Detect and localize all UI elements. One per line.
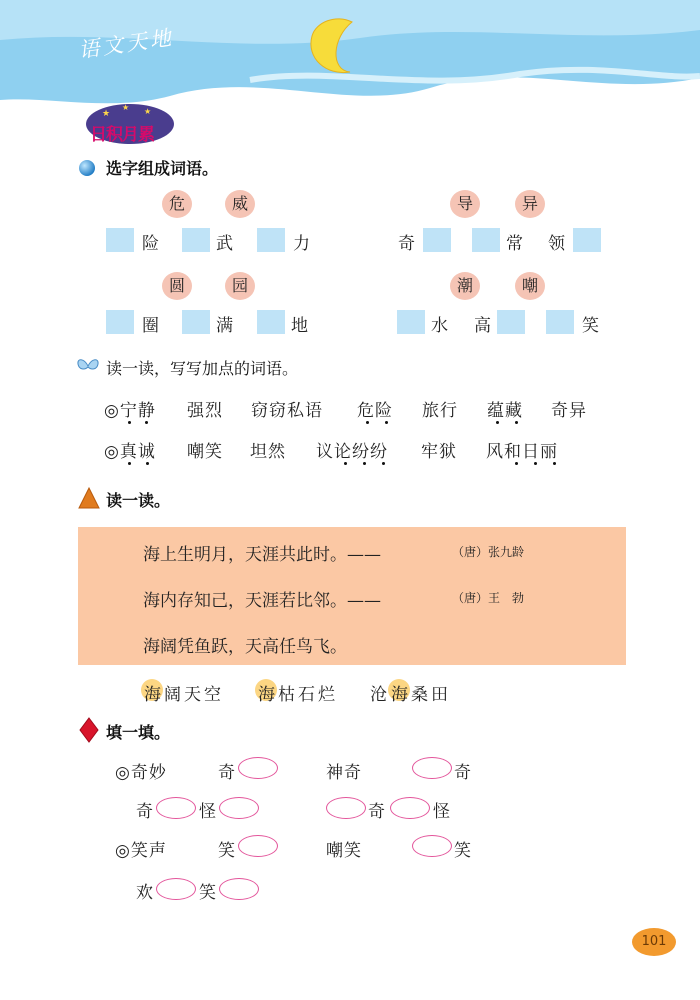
word-char: 高	[474, 316, 491, 336]
fill-word: ◎笑声	[115, 841, 167, 861]
choice-chip: 异	[515, 190, 545, 218]
idiom-prefix: 沧	[370, 685, 388, 705]
fill-word: 神奇	[326, 763, 362, 783]
section2-title: 读一读，写写加点的词语。	[106, 359, 299, 378]
blank-box[interactable]	[546, 310, 574, 334]
fill-char: 奇	[368, 802, 386, 822]
word-char: 满	[216, 316, 233, 336]
blank-box[interactable]	[573, 228, 601, 252]
emphasis-dot	[553, 462, 556, 465]
blank-box[interactable]	[397, 310, 425, 334]
diamond-icon	[79, 717, 99, 743]
choice-chip: 危	[162, 190, 192, 218]
emphasis-dot	[385, 421, 388, 424]
section4-title: 填一填。	[106, 723, 171, 742]
section3-title: 读一读。	[106, 491, 171, 510]
emphasis-dot	[515, 462, 518, 465]
blank-box[interactable]	[182, 310, 210, 334]
emphasis-dot	[146, 462, 149, 465]
word-item: 牢狱	[421, 442, 457, 462]
choice-chip: 导	[450, 190, 480, 218]
blank-oval[interactable]	[156, 797, 196, 819]
idiom-rest: 枯石烂	[278, 685, 338, 705]
blank-oval[interactable]	[238, 757, 278, 779]
page-number: 101	[632, 928, 676, 956]
fill-char: 笑	[454, 841, 472, 861]
svg-text:★: ★	[144, 107, 152, 116]
word-item: 风和日丽	[486, 442, 558, 462]
word-char: 奇	[398, 234, 415, 254]
word-char: 水	[431, 316, 448, 336]
blank-box[interactable]	[423, 228, 451, 252]
emphasis-dot	[344, 462, 347, 465]
word-item: 强烈	[187, 401, 223, 421]
word-item: 坦然	[250, 442, 286, 462]
blank-oval[interactable]	[390, 797, 430, 819]
fill-char: 欢	[136, 883, 154, 903]
emphasis-dot	[128, 462, 131, 465]
choice-chip: 潮	[450, 272, 480, 300]
emphasis-dot	[363, 462, 366, 465]
word-item: 危险	[357, 401, 393, 421]
idiom-rest: 桑田	[411, 685, 451, 705]
word-char: 险	[142, 234, 159, 254]
fill-word: 嘲笑	[326, 841, 362, 861]
fill-char: 奇	[218, 763, 236, 783]
poem-line: 海内存知己，天涯若比邻。——	[143, 591, 381, 611]
word-char: 力	[293, 234, 310, 254]
idiom-rest: 阔天空	[164, 685, 224, 705]
fill-word: ◎奇妙	[115, 763, 167, 783]
fill-char: 奇	[136, 802, 154, 822]
poem-line: 海阔凭鱼跃，天高任鸟飞。	[143, 637, 347, 657]
word-item: 窃窃私语	[251, 401, 323, 421]
emphasis-dot	[534, 462, 537, 465]
triangle-icon	[78, 487, 100, 509]
blank-oval[interactable]	[238, 835, 278, 857]
blank-box[interactable]	[106, 228, 134, 252]
fill-char: 笑	[218, 841, 236, 861]
blank-oval[interactable]	[326, 797, 366, 819]
blank-box[interactable]	[106, 310, 134, 334]
fill-char: 奇	[454, 763, 472, 783]
emphasis-dot	[366, 421, 369, 424]
blank-box[interactable]	[257, 228, 285, 252]
poem-author: （唐）张九龄	[452, 545, 525, 559]
blank-box[interactable]	[472, 228, 500, 252]
word-item: 奇异	[551, 401, 587, 421]
emphasis-dot	[515, 421, 518, 424]
butterfly-icon	[76, 356, 100, 374]
word-item: 嘲笑	[187, 442, 223, 462]
word-char: 常	[506, 234, 523, 254]
choice-chip: 圆	[162, 272, 192, 300]
word-item: 旅行	[422, 401, 458, 421]
emphasis-dot	[128, 421, 131, 424]
word-item: ◎真诚	[104, 442, 156, 462]
blank-box[interactable]	[497, 310, 525, 334]
word-char: 领	[548, 234, 565, 254]
idiom-first-char: 海	[144, 685, 164, 705]
idiom-first-char: 海	[391, 685, 411, 705]
fill-char: 怪	[433, 802, 451, 822]
blue-ball-icon	[78, 159, 96, 177]
choice-chip: 园	[225, 272, 255, 300]
blank-oval[interactable]	[412, 757, 452, 779]
emphasis-dot	[382, 462, 385, 465]
word-char: 圈	[142, 316, 159, 336]
blank-oval[interactable]	[219, 878, 259, 900]
emphasis-dot	[496, 421, 499, 424]
word-char: 地	[291, 316, 308, 336]
blank-oval[interactable]	[156, 878, 196, 900]
word-char: 武	[216, 234, 233, 254]
svg-text:★: ★	[122, 103, 130, 112]
word-item: 议论纷纷	[316, 442, 388, 462]
idiom-first-char: 海	[258, 685, 278, 705]
blank-box[interactable]	[257, 310, 285, 334]
choice-chip: 威	[225, 190, 255, 218]
header-title: 语文天地	[76, 25, 176, 63]
fill-char: 笑	[199, 883, 217, 903]
poem-author: （唐）王 勃	[452, 591, 525, 605]
svg-text:★: ★	[102, 109, 111, 119]
fill-char: 怪	[199, 802, 217, 822]
poem-line: 海上生明月，天涯共此时。——	[143, 545, 381, 565]
blank-oval[interactable]	[219, 797, 259, 819]
badge-label: 日积月累	[90, 125, 154, 145]
blank-oval[interactable]	[412, 835, 452, 857]
word-char: 笑	[582, 316, 599, 336]
blank-box[interactable]	[182, 228, 210, 252]
word-item: ◎宁静	[104, 401, 156, 421]
choice-chip: 嘲	[515, 272, 545, 300]
word-item: 蕴藏	[487, 401, 523, 421]
emphasis-dot	[145, 421, 148, 424]
section1-title: 选字组成词语。	[106, 159, 219, 178]
